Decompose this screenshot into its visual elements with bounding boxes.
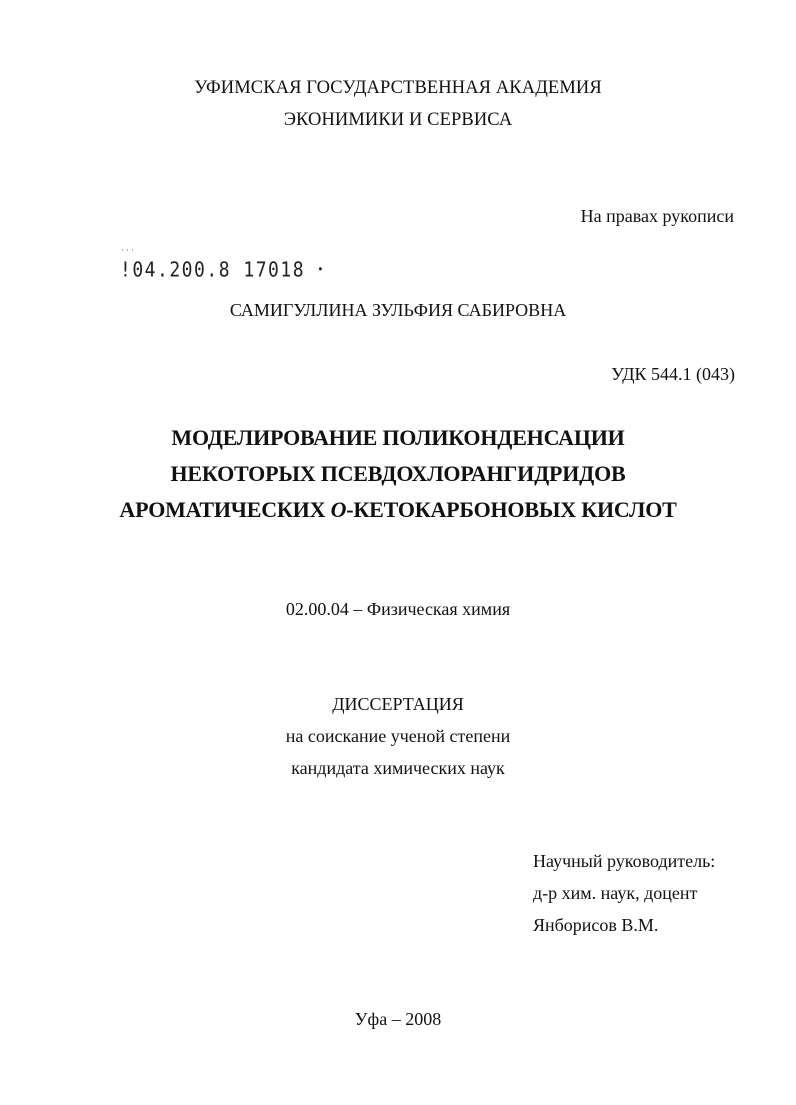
- title-line3-italic: О: [330, 497, 347, 522]
- document-type-heading: ДИССЕРТАЦИЯ: [332, 694, 464, 714]
- author-name: САМИГУЛЛИНА ЗУЛЬФИЯ САБИРОВНА: [229, 300, 567, 320]
- title-line3-prefix: АРОМАТИЧЕСКИХ: [119, 497, 331, 522]
- institution-name-line2: ЭКОНИМИКИ И СЕРВИСА: [283, 110, 513, 130]
- title-line3-suffix: -КЕТОКАРБОНОВЫХ КИСЛОТ: [346, 497, 677, 522]
- degree-purpose-line2: кандидата химических наук: [291, 758, 505, 778]
- manuscript-rights-note: На правах рукописи: [580, 206, 734, 226]
- specialty-code: 02.00.04 – Физическая химия: [285, 599, 511, 619]
- title-line2: НЕКОТОРЫХ ПСЕВДОХЛОРАНГИДРИДОВ: [170, 461, 626, 486]
- institution-name-line1: УФИМСКАЯ ГОСУДАРСТВЕННАЯ АКАДЕМИЯ: [194, 78, 602, 98]
- stamp-dots: · · ·: [121, 246, 134, 255]
- place-and-year: Уфа – 2008: [354, 1009, 442, 1029]
- archive-number-text: !04.200.8 17018: [120, 258, 306, 283]
- udc-code: УДК 544.1 (043): [611, 364, 735, 384]
- archive-mark: •: [317, 263, 324, 277]
- supervisor-name: Янборисов В.М.: [533, 915, 659, 935]
- supervisor-degree: д-р хим. наук, доцент: [533, 883, 698, 903]
- supervisor-label: Научный руководитель:: [533, 851, 716, 871]
- title-line1: МОДЕЛИРОВАНИЕ ПОЛИКОНДЕНСАЦИИ: [171, 425, 625, 450]
- degree-purpose-line1: на соискание ученой степени: [285, 726, 511, 746]
- archive-number: [120, 258, 323, 283]
- title-line3: [0, 496, 796, 524]
